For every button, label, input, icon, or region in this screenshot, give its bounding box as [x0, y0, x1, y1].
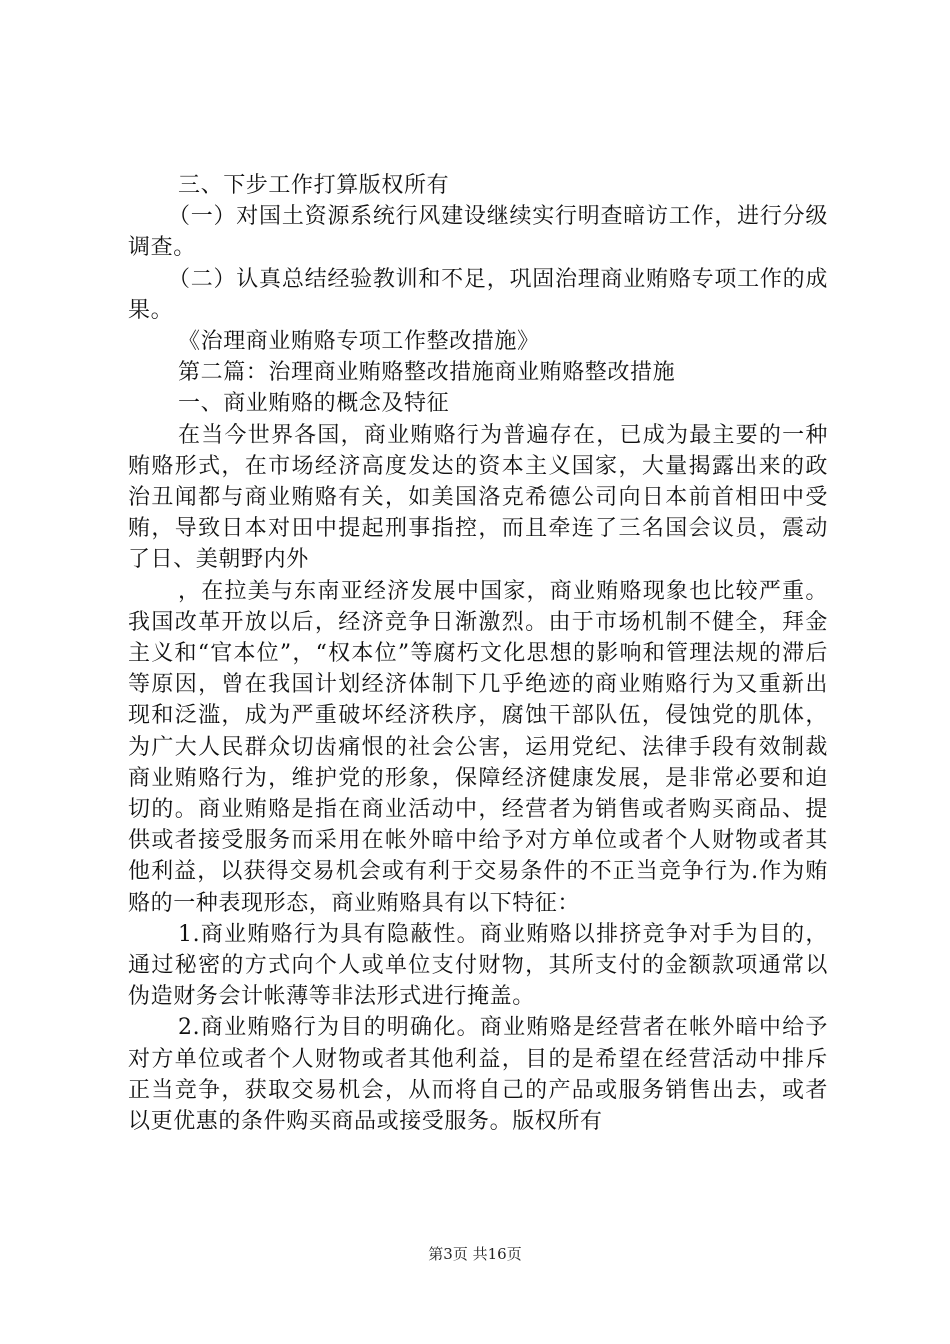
- paragraph-feature-2: 2.商业贿赂行为目的明确化。商业贿赂是经营者在帐外暗中给予对方单位或者个人财物或者其他利益，目的是希望在经营活动中排斥正当竞争，获取交易机会，从而将自己的产品或服务销售出去，或者以更优惠的条件购买商品或接受服务。版权所有: [128, 1015, 828, 1135]
- document-body: [128, 170, 828, 1137]
- paragraph-item-2: （二）认真总结经验教训和不足，巩固治理商业贿赂专项工作的成果。: [128, 266, 828, 323]
- paragraph-intro: 在当今世界各国，商业贿赂行为普遍存在，已成为最主要的一种贿赂形式，在市场经济高度发达的资本主义国家，大量揭露出来的政治丑闻都与商业贿赂有关，如美国洛克希德公司向日本前首相田中受贿，导致日本对田中提起刑事指控，而且牵连了三名国会议员，震动了日、美朝野内外: [128, 422, 828, 573]
- chapter-heading: 第二篇：治理商业贿赂整改措施商业贿赂整改措施: [178, 360, 676, 386]
- page-number-footer: 第3页 共16页: [428, 1245, 522, 1263]
- section-heading-concept: 一、商业贿赂的概念及特征: [178, 391, 450, 417]
- document-title-reference: 《治理商业贿赂专项工作整改措施》: [178, 329, 540, 355]
- paragraph-continuation: ，在拉美与东南亚经济发展中国家，商业贿赂现象也比较严重。我国改革开放以后，经济竞争日渐激烈。由于市场机制不健全，拜金主义和“官本位”，“权本位”等腐朽文化思想的影响和管理法规的滞后等原因，曾在我国计划经济体制下几乎绝迹的商业贿赂行为又重新出现和泛滥，成为严重破坏经济秩序，腐蚀干部队伍，侵蚀党的肌体，为广大人民群众切齿痛恨的社会公害，运用党纪、法律手段有效制裁商业贿赂行为，维护党的形象，保障经济健康发展，是非常必要和迫切的。商业贿赂是指在商业活动中，经营者为销售或者购买商品、提供或者接受服务而采用在帐外暗中给予对方单位或者个人财物或者其他利益，以获得交易机会或有利于交易条件的不正当竞争行为.作为贿赂的一种表现形态，商业贿赂具有以下特征：: [128, 578, 828, 916]
- paragraph-item-1: （一）对国土资源系统行风建设继续实行明查暗访工作，进行分级调查。: [128, 204, 828, 261]
- section-heading-next-steps: 三、下步工作打算版权所有: [178, 173, 450, 198]
- paragraph-feature-1: 1.商业贿赂行为具有隐蔽性。商业贿赂以排挤竞争对手为目的，通过秘密的方式向个人或单位支付财物，其所支付的金额款项通常以伪造财务会计帐薄等非法形式进行掩盖。: [128, 921, 828, 1010]
